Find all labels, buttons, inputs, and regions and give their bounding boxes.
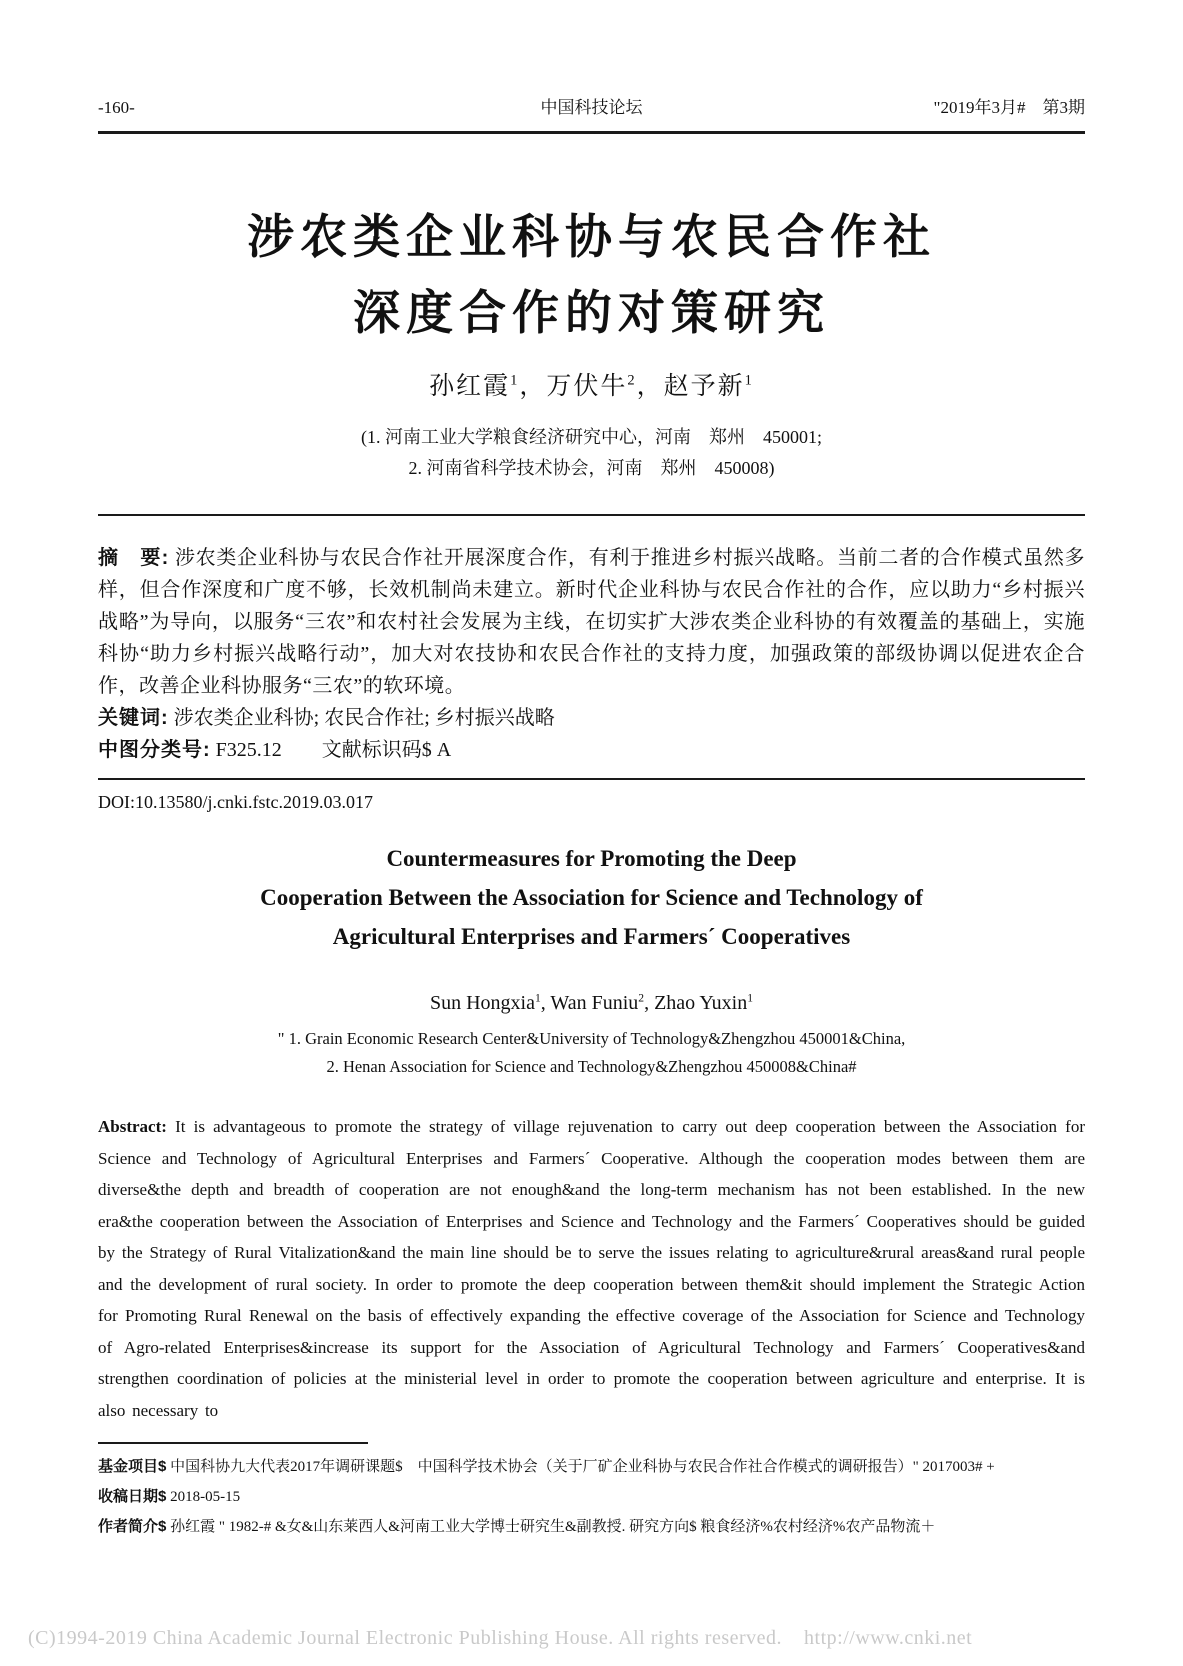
article-title-cn-line1: 涉农类企业科协与农民合作社: [247, 212, 936, 264]
footnotes: [98, 1452, 1085, 1542]
article-title-en-line3: Agricultural Enterprises and Farmers´ Cooperatives: [332, 924, 851, 949]
footnote-bio-label: 作者简介$: [98, 1518, 167, 1535]
journal-name: 中国科技论坛: [540, 98, 643, 117]
abstract-cn: [98, 542, 1085, 702]
article-title-en-line1: Countermeasures for Promoting the Deep: [386, 846, 797, 871]
keywords-label: 关键词:: [98, 707, 169, 729]
clc-line: [98, 734, 1085, 766]
affiliation-en-2: 2. Henan Association for Science and Technology&Zhengzhou 450008&China#: [326, 1057, 857, 1076]
abstract-en-text: It is advantageous to promote the strategy of village rejuvenation to carry out deep cooperation between the Association for Science and Technology of Agricultural Enterprises and Farmers´ Cooperative. Although the cooperation modes between them are diverse&the depth and breadth of cooperation are not enough&and the long-term mechanism has not been established. In the new era&the cooperation between the Association of Enterprises and Science and Technology and the Farmers´ Cooperatives should be guided by the Strategy of Rural Vitalization&and the main line should be to serve the issues relating to agriculture&rural areas&and rural people and the development of rural society. In order to promote the deep cooperation between them&it should implement the Strategic Action for Promoting Rural Renewal on the basis of effectively expanding the effective coverage of the Association for Science and Technology of Agro-related Enterprises&increase its support for the Association of Agricultural Technology and Farmers´ Cooperatives&and strengthen coordination of policies at the ministerial level in order to promote the cooperation between agriculture and enterprise. It is also necessary to: [98, 1117, 1085, 1420]
affiliations-cn: [98, 422, 1085, 484]
doc-code-value: A: [436, 739, 452, 761]
abstract-en-label: Abstract:: [98, 1117, 167, 1136]
divider-rule-top: [98, 514, 1085, 516]
affiliation-en-1: " 1. Grain Economic Research Center&University of Technology&Zhengzhou 450001&China,: [277, 1029, 906, 1048]
abstract-en: [98, 1111, 1085, 1426]
issue-info: "2019年3月# 第3期: [933, 98, 1085, 117]
page-content: [98, 0, 1085, 1542]
affiliation-cn-2: 2. 河南省科学技术协会，河南 郑州 450008): [408, 458, 775, 478]
clc-label: 中图分类号:: [98, 739, 211, 761]
abstract-cn-text: 涉农类企业科协与农民合作社开展深度合作，有利于推进乡村振兴战略。当前二者的合作模式虽然多样，但合作深度和广度不够，长效机制尚未建立。新时代企业科协与农民合作社的合作，应以助力“乡村振兴战略”为导向，以服务“三农”和农村社会发展为主线，在切实扩大涉农类企业科协的有效覆盖的基础上，实施科协“助力乡村振兴战略行动”，加大对农技协和农民合作社的支持力度，加强政策的部级协调以促进农企合作，改善企业科协服务“三农”的软环境。: [98, 547, 1086, 697]
authors-en: Sun Hongxia$^1$, Wan Funiu$^2$, Zhao Yuxin$^1$: [429, 991, 753, 1014]
divider-rule-mid: [98, 778, 1085, 780]
footnote-bio-text: 孙红霞 " 1982-# &女&山东莱西人&河南工业大学博士研究生&副教授. 研究方向$ 粮食经济%农村经济%农产品物流＋: [170, 1519, 936, 1535]
footnote-fund-text: 中国科协九大代表2017年调研课题$ 中国科学技术协会（关于厂矿企业科协与农民合作社合作模式的调研报告）" 2017003# +: [170, 1459, 995, 1475]
footnote-received: [98, 1482, 1085, 1512]
page-header: [98, 0, 1085, 134]
cnki-watermark: (C)1994-2019 China Academic Journal Electronic Publishing House. All rights reserved. http://www.cnki.net: [28, 1627, 973, 1649]
doi-line: DOI:10.13580/j.cnki.fstc.2019.03.017: [98, 792, 373, 812]
article-title-cn-line2: 深度合作的对策研究: [353, 288, 830, 340]
keywords-text: 涉农类企业科协; 农民合作社; 乡村振兴战略: [173, 707, 555, 729]
doc-code-label: 文献标识码$: [321, 739, 432, 761]
footnote-received-text: 2018-05-15: [170, 1489, 241, 1505]
authors-cn: 孙红霞$^1$，万伏牛$^2$，赵予新$^1$: [429, 372, 754, 400]
page-number: -160-: [98, 98, 135, 117]
footnote-bio: [98, 1512, 1085, 1542]
clc-value: F325.12: [215, 739, 282, 761]
article-title-cn: [98, 200, 1085, 352]
affiliations-en: [98, 1025, 1085, 1081]
article-title-en: [98, 839, 1085, 956]
footnote-separator: [98, 1442, 368, 1444]
keywords-cn: [98, 702, 1085, 734]
affiliation-cn-1: (1. 河南工业大学粮食经济研究中心，河南 郑州 450001;: [361, 427, 822, 447]
article-title-en-line2: Cooperation Between the Association for Science and Technology of: [260, 885, 923, 910]
footnote-fund: [98, 1452, 1085, 1482]
abstract-cn-label: 摘 要:: [98, 547, 170, 569]
footnote-fund-label: 基金项目$: [98, 1458, 167, 1475]
footnote-received-label: 收稿日期$: [98, 1488, 167, 1505]
